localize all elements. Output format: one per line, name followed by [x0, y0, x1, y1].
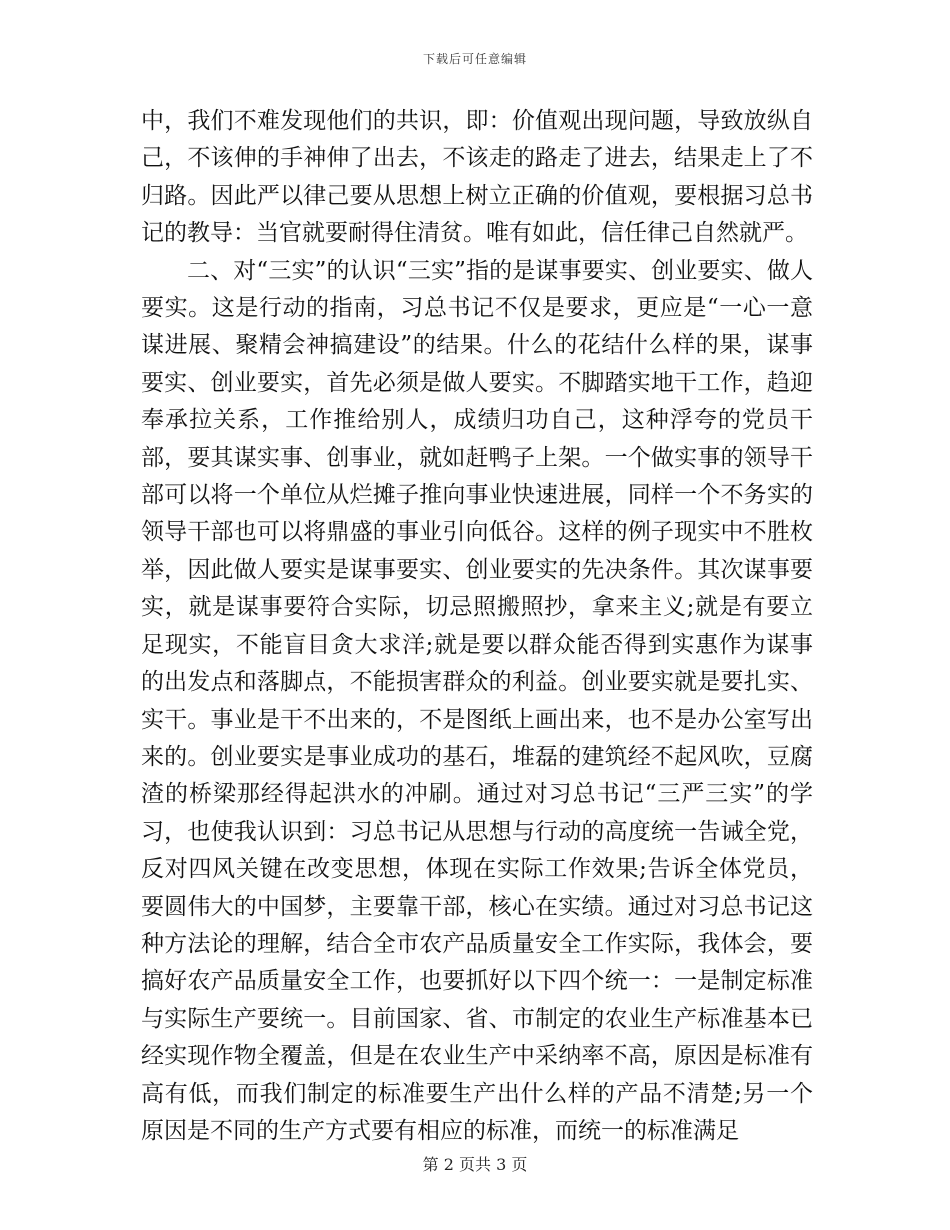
paragraph-2: 二、对“三实”的认识“三实”指的是谋事要实、创业要实、做人要实。这是行动的指南，习总书记不仅是要求，更应是“一心一意谋进展、聚精会神搞建设”的结果。什么的花结什么样的果，谋事要实、创业要实，首先必须是做人要实。不脚踏实地干工作，趋迎奉承拉关系，工作推给别人，成绩归功自己，这种浮夸的党员干部，要其谋实事、创事业，就如赶鸭子上架。一个做实事的领导干部可以将一个单位从烂摊子推向事业快速进展，同样一个不务实的领导干部也可以将鼎盛的事业引向低谷。这样的例子现实中不胜枚举，因此做人要实是谋事要实、创业要实的先决条件。其次谋事要实，就是谋事要符合实际，切忌照搬照抄，拿来主义;就是有要立足现实，不能盲目贪大求洋;就是要以群众能否得到实惠作为谋事的出发点和落脚点，不能损害群众的利益。创业要实就是要扎实、实干。事业是干不出来的，不是图纸上画出来，也不是办公室写出来的。创业要实是事业成功的基石，堆磊的建筑经不起风吹，豆腐渣的桥梁那经得起洪水的冲刷。通过对习总书记“三严三实”的学习，也使我认识到：习总书记从思想与行动的高度统一告诫全党，反对四风关键在改变思想，体现在实际工作效果;告诉全体党员，要圆伟大的中国梦，主要靠干部，核心在实绩。通过对习总书记这种方法论的理解，结合全市农产品质量安全工作实际，我体会，要搞好农产品质量安全工作，也要抓好以下四个统一：一是制定标准与实际生产要统一。目前国家、省、市制定的农业生产标准基本已经实现作物全覆盖，但是在农业生产中采纳率不高，原因是标准有高有低，而我们制定的标准要生产出什么样的产品不清楚;另一个原因是不同的生产方式要有相应的标准，而统一的标准满足: [141, 257, 813, 1144]
page-footer: 第 2 页共 3 页: [422, 1155, 528, 1174]
document-body: [141, 103, 813, 1150]
paragraph-1: 中，我们不难发现他们的共识，即：价值观出现问题，导致放纵自己，不该伸的手神伸了出去，不该走的路走了进去，结果走上了不归路。因此严以律己要从思想上树立正确的价值观，要根据习总书记的教导：当官就要耐得住清贫。唯有如此，信任律己自然就严。: [141, 108, 813, 247]
page-header: 下载后可任意编辑: [422, 52, 527, 66]
